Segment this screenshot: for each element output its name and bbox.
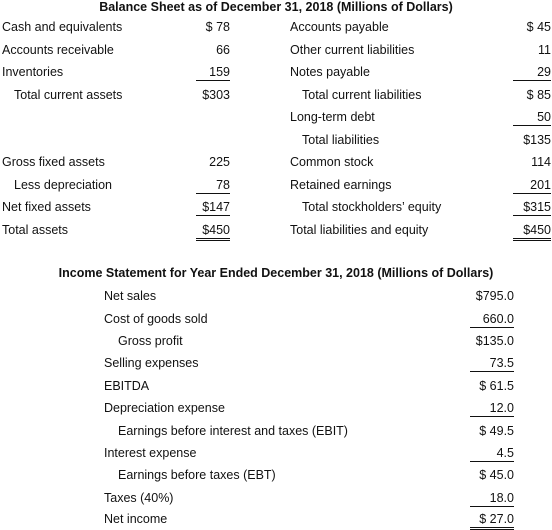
- asset-label-net-fixed: Net fixed assets: [2, 200, 91, 214]
- asset-value-inventories: 159: [196, 64, 230, 81]
- asset-label-depreciation: Less depreciation: [14, 178, 112, 192]
- asset-value-receivables: 66: [216, 43, 230, 57]
- asset-label-inventories: Inventories: [2, 65, 64, 79]
- liability-value-total-liabilities: $135: [523, 133, 551, 147]
- liability-label-other-current: Other current liabilities: [290, 43, 415, 57]
- liability-label-accounts-payable: Accounts payable: [290, 20, 389, 34]
- liability-value-accounts-payable: $ 45: [526, 20, 551, 34]
- asset-label-cash: Cash and equivalents: [2, 20, 123, 34]
- liability-value-notes-payable: 29: [513, 64, 551, 81]
- asset-label-receivables: Accounts receivable: [2, 43, 114, 57]
- equity-label-total-equity: Total stockholders’ equity: [302, 200, 442, 214]
- income-value-taxes: 18.0: [470, 490, 514, 507]
- asset-label-total-current: Total current assets: [14, 88, 123, 102]
- asset-value-total-current: $303: [202, 88, 230, 102]
- label-total-liabilities-equity: Total liabilities and equity: [290, 223, 429, 237]
- asset-label-gross-fixed: Gross fixed assets: [2, 155, 105, 169]
- asset-value-total-assets: $450: [196, 222, 230, 241]
- income-label-ebt: Earnings before taxes (EBT): [118, 468, 276, 482]
- income-value-net-income: $ 27.0: [470, 511, 514, 530]
- liability-value-other-current: 11: [538, 43, 551, 57]
- income-value-depreciation: 12.0: [470, 400, 514, 417]
- income-value-ebitda: $ 61.5: [479, 379, 514, 393]
- income-label-net-income: Net income: [104, 512, 168, 526]
- asset-value-gross-fixed: 225: [209, 155, 230, 169]
- income-label-selling-expenses: Selling expenses: [104, 356, 199, 370]
- liability-value-long-term-debt: 50: [513, 109, 551, 126]
- income-value-ebit: $ 49.5: [479, 424, 514, 438]
- income-label-taxes: Taxes (40%): [104, 491, 174, 505]
- asset-value-cash: $ 78: [205, 20, 230, 34]
- income-label-cogs: Cost of goods sold: [104, 312, 208, 326]
- income-statement-title: Income Statement for Year Ended December 31, 2018 (Millions of Dollars): [58, 266, 494, 280]
- equity-value-total-equity: $315: [513, 199, 551, 216]
- income-label-gross-profit: Gross profit: [118, 334, 183, 348]
- equity-label-common-stock: Common stock: [290, 155, 374, 169]
- income-value-interest-expense: 4.5: [470, 445, 514, 462]
- income-value-cogs: 660.0: [470, 311, 514, 328]
- equity-value-common-stock: 114: [531, 155, 551, 169]
- liability-value-total-current: $ 85: [526, 88, 551, 102]
- liability-label-long-term-debt: Long-term debt: [290, 110, 375, 124]
- balance-sheet-title: Balance Sheet as of December 31, 2018 (Millions of Dollars): [99, 0, 453, 14]
- liability-label-total-current: Total current liabilities: [302, 88, 422, 102]
- asset-value-depreciation: 78: [196, 177, 230, 194]
- income-label-net-sales: Net sales: [104, 289, 157, 303]
- income-value-ebt: $ 45.0: [479, 468, 514, 482]
- income-value-gross-profit: $135.0: [475, 334, 514, 348]
- liability-label-total-liabilities: Total liabilities: [302, 133, 380, 147]
- value-total-liabilities-equity: $450: [513, 222, 551, 241]
- income-value-net-sales: $795.0: [475, 289, 514, 303]
- equity-label-retained-earnings: Retained earnings: [290, 178, 392, 192]
- income-value-selling-expenses: 73.5: [470, 355, 514, 372]
- income-label-ebit: Earnings before interest and taxes (EBIT): [118, 424, 348, 438]
- income-label-interest-expense: Interest expense: [104, 446, 197, 460]
- asset-label-total-assets: Total assets: [2, 223, 69, 237]
- income-label-ebitda: EBITDA: [104, 379, 150, 393]
- liability-label-notes-payable: Notes payable: [290, 65, 370, 79]
- asset-value-net-fixed: $147: [196, 199, 230, 216]
- income-label-depreciation: Depreciation expense: [104, 401, 225, 415]
- equity-value-retained-earnings: 201: [513, 177, 551, 194]
